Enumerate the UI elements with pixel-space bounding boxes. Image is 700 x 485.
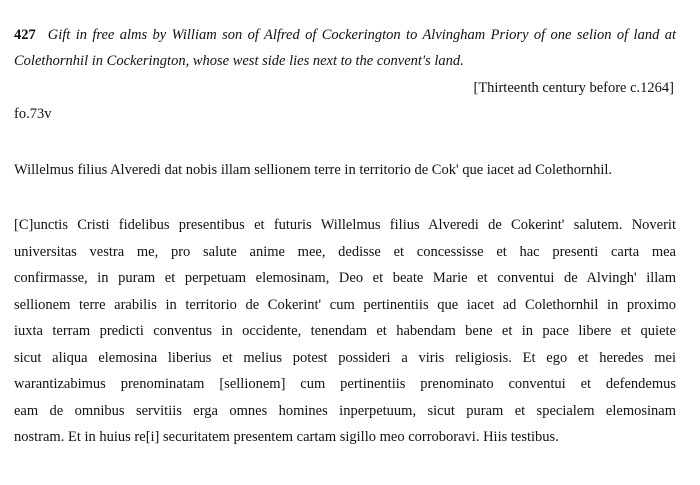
charter-line: universitas vestra me, pro salute anime mee, dedisse et concessisse et hac presenti carta mea: [14, 243, 676, 260]
entry-heading: [14, 22, 676, 74]
charter-text: [14, 212, 676, 451]
folio-reference: fo.73v: [14, 106, 52, 122]
entry-number: 427: [14, 27, 36, 43]
charter-line: sellionem terre arabilis in territorio de Cokerint' cum pertinentiis que iacet ad Colethornhil in proximo: [14, 296, 676, 313]
charter-line: sicut aliqua elemosina liberius et melius potest possideri a viris religiosis. Et ego et heredes mei: [14, 349, 676, 366]
entry-summary: Willelmus filius Alveredi dat nobis illam sellionem terre in territorio de Cok' que iacet ad Colethornhil.: [14, 162, 613, 178]
charter-line: iuxta terram predicti conventus in occidente, tenendam et habendam bene et in pace libere et quiete: [14, 323, 676, 339]
entry-title: Gift in free alms by William son of Alfred of Cockerington to Alvingham Priory of one selion of land at Colethornhil in Cockerington, whose west side lies next to the convent's land.: [14, 27, 676, 69]
charter-line: eam de omnibus servitiis erga omnes homines inperpetuum, sicut puram et specialem elemosinam: [14, 402, 676, 419]
entry-date: [Thirteenth century before c.1264]: [473, 80, 674, 96]
charter-line: [C]unctis Cristi fidelibus presentibus et futuris Willelmus filius Alveredi de Cokerint' salutem. Noverit: [14, 217, 676, 233]
charter-line: confirmasse, in puram et perpetuam elemosinam, Deo et beate Marie et conventui de Alvingh' illam: [14, 270, 676, 286]
charter-line: nostram. Et in huius re[i] securitatem presentem cartam sigillo meo corroboravi. Hiis testibus.: [14, 429, 559, 445]
charter-line: warantizabimus prenominatam [sellionem] cum pertinentiis prenominato conventui et defendemus: [14, 376, 676, 392]
